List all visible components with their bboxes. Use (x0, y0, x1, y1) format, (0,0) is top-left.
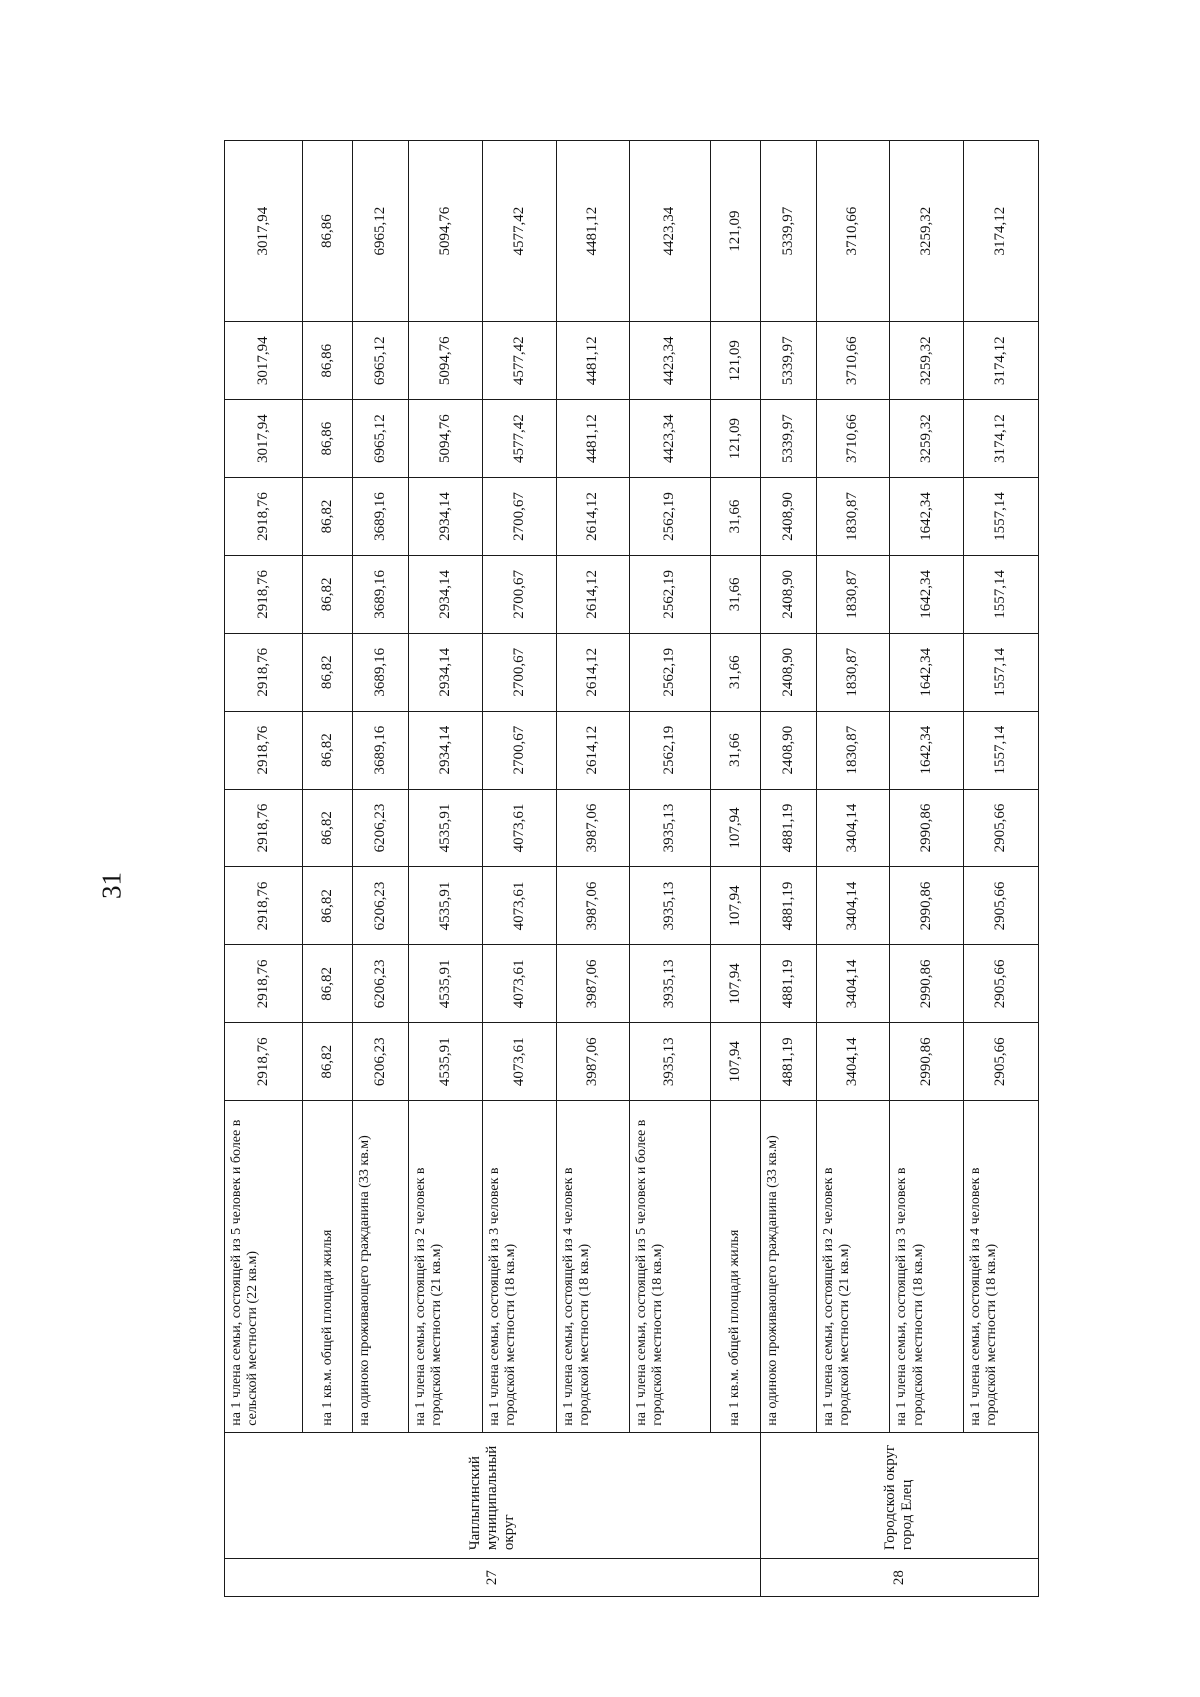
region-name: Чаплыгинский муниципальный округ (225, 1432, 761, 1558)
value-cell: 4577,42 (482, 141, 556, 322)
value-cell: 3174,12 (964, 400, 1039, 478)
value-cell: 3404,14 (816, 1023, 890, 1101)
value-cell: 2990,86 (890, 945, 964, 1023)
value-cell: 3689,16 (353, 555, 409, 633)
value-cell: 1642,34 (890, 711, 964, 789)
value-cell: 1557,14 (964, 711, 1039, 789)
value-cell: 86,82 (303, 945, 353, 1023)
value-cell: 107,94 (710, 867, 760, 945)
value-cell: 2934,14 (409, 711, 483, 789)
value-cell: 3987,06 (556, 945, 630, 1023)
value-cell: 6965,12 (353, 322, 409, 400)
table-row (630, 141, 710, 1597)
value-cell: 86,82 (303, 478, 353, 556)
value-cell: 1642,34 (890, 633, 964, 711)
value-cell: 3259,32 (890, 400, 964, 478)
value-cell: 5339,97 (760, 322, 816, 400)
row-label: на 1 члена семьи, состоящей из 3 человек в городской местности (18 кв.м) (482, 1101, 556, 1433)
value-cell: 2408,90 (760, 633, 816, 711)
value-cell: 4577,42 (482, 400, 556, 478)
value-cell: 4073,61 (482, 867, 556, 945)
value-cell: 6206,23 (353, 945, 409, 1023)
value-cell: 3710,66 (816, 322, 890, 400)
value-cell: 3710,66 (816, 400, 890, 478)
value-cell: 2905,66 (964, 789, 1039, 867)
value-cell: 4073,61 (482, 1023, 556, 1101)
value-cell: 2905,66 (964, 1023, 1039, 1101)
row-label: на одиноко проживающего гражданина (33 кв.м) (760, 1101, 816, 1433)
value-cell: 6206,23 (353, 867, 409, 945)
value-cell: 86,82 (303, 711, 353, 789)
value-cell: 5339,97 (760, 400, 816, 478)
value-cell: 86,82 (303, 1023, 353, 1101)
value-cell: 4535,91 (409, 789, 483, 867)
value-cell: 31,66 (710, 555, 760, 633)
value-cell: 4073,61 (482, 945, 556, 1023)
value-cell: 4481,12 (556, 400, 630, 478)
value-cell: 4535,91 (409, 945, 483, 1023)
value-cell: 2918,76 (225, 633, 303, 711)
value-cell: 2700,67 (482, 555, 556, 633)
tariff-table (224, 140, 1039, 1597)
table-row (760, 141, 816, 1597)
value-cell: 2408,90 (760, 478, 816, 556)
value-cell: 3174,12 (964, 322, 1039, 400)
value-cell: 3404,14 (816, 867, 890, 945)
value-cell: 4423,34 (630, 400, 710, 478)
table-body (225, 141, 1039, 1597)
value-cell: 3259,32 (890, 322, 964, 400)
value-cell: 2918,76 (225, 711, 303, 789)
table-row (353, 141, 409, 1597)
value-cell: 3017,94 (225, 400, 303, 478)
value-cell: 2918,76 (225, 555, 303, 633)
value-cell: 5094,76 (409, 141, 483, 322)
value-cell: 6965,12 (353, 400, 409, 478)
row-label: на 1 члена семьи, состоящей из 5 человек и более в городской местности (18 кв.м) (630, 1101, 710, 1433)
table-row (816, 141, 890, 1597)
page-number: 31 (96, 872, 127, 899)
value-cell: 3935,13 (630, 789, 710, 867)
value-cell: 6206,23 (353, 1023, 409, 1101)
row-group-number: 27 (225, 1559, 761, 1597)
value-cell: 2918,76 (225, 789, 303, 867)
value-cell: 2562,19 (630, 711, 710, 789)
value-cell: 3174,12 (964, 141, 1039, 322)
value-cell: 2990,86 (890, 789, 964, 867)
value-cell: 2614,12 (556, 555, 630, 633)
region-name: Городской округ город Елец (760, 1432, 1038, 1558)
value-cell: 2700,67 (482, 633, 556, 711)
value-cell: 2905,66 (964, 945, 1039, 1023)
value-cell: 4535,91 (409, 867, 483, 945)
row-group-number: 28 (760, 1559, 1038, 1597)
value-cell: 2918,76 (225, 867, 303, 945)
value-cell: 4423,34 (630, 141, 710, 322)
value-cell: 1642,34 (890, 555, 964, 633)
value-cell: 86,82 (303, 789, 353, 867)
value-cell: 4423,34 (630, 322, 710, 400)
value-cell: 5094,76 (409, 322, 483, 400)
value-cell: 4481,12 (556, 322, 630, 400)
table-row (409, 141, 483, 1597)
row-label: на 1 члена семьи, состоящей из 2 человек в городской местности (21 кв.м) (816, 1101, 890, 1433)
value-cell: 2934,14 (409, 555, 483, 633)
value-cell: 2562,19 (630, 633, 710, 711)
value-cell: 1557,14 (964, 478, 1039, 556)
value-cell: 2562,19 (630, 555, 710, 633)
value-cell: 3987,06 (556, 867, 630, 945)
value-cell: 4881,19 (760, 1023, 816, 1101)
value-cell: 2990,86 (890, 867, 964, 945)
value-cell: 4481,12 (556, 141, 630, 322)
value-cell: 107,94 (710, 1023, 760, 1101)
value-cell: 2408,90 (760, 555, 816, 633)
value-cell: 2614,12 (556, 711, 630, 789)
value-cell: 31,66 (710, 633, 760, 711)
value-cell: 4577,42 (482, 322, 556, 400)
value-cell: 107,94 (710, 789, 760, 867)
value-cell: 1557,14 (964, 555, 1039, 633)
value-cell: 3710,66 (816, 141, 890, 322)
table-row (482, 141, 556, 1597)
value-cell: 2905,66 (964, 867, 1039, 945)
rotated-table-wrapper (224, 140, 1039, 1597)
value-cell: 2614,12 (556, 633, 630, 711)
rotated-table-area (224, 140, 1200, 1586)
row-label: на одиноко проживающего гражданина (33 кв.м) (353, 1101, 409, 1433)
row-label: на 1 члена семьи, состоящей из 2 человек в городской местности (21 кв.м) (409, 1101, 483, 1433)
table-row (890, 141, 964, 1597)
value-cell: 107,94 (710, 945, 760, 1023)
value-cell: 2614,12 (556, 478, 630, 556)
value-cell: 4535,91 (409, 1023, 483, 1101)
value-cell: 2918,76 (225, 1023, 303, 1101)
value-cell: 3987,06 (556, 789, 630, 867)
value-cell: 121,09 (710, 141, 760, 322)
value-cell: 31,66 (710, 711, 760, 789)
row-label: на 1 члена семьи, состоящей из 4 человек в городской местности (18 кв.м) (964, 1101, 1039, 1433)
value-cell: 1642,34 (890, 478, 964, 556)
value-cell: 2990,86 (890, 1023, 964, 1101)
table-row (303, 141, 353, 1597)
value-cell: 1557,14 (964, 633, 1039, 711)
table-row (710, 141, 760, 1597)
row-label: на 1 члена семьи, состоящей из 4 человек в городской местности (18 кв.м) (556, 1101, 630, 1433)
value-cell: 4881,19 (760, 789, 816, 867)
value-cell: 1830,87 (816, 711, 890, 789)
value-cell: 3935,13 (630, 867, 710, 945)
value-cell: 3987,06 (556, 1023, 630, 1101)
value-cell: 1830,87 (816, 478, 890, 556)
value-cell: 86,82 (303, 633, 353, 711)
value-cell: 6965,12 (353, 141, 409, 322)
row-label: на 1 кв.м. общей площади жилья (303, 1101, 353, 1433)
value-cell: 86,86 (303, 400, 353, 478)
value-cell: 4881,19 (760, 867, 816, 945)
row-label: на 1 члена семьи, состоящей из 3 человек в городской местности (18 кв.м) (890, 1101, 964, 1433)
row-label: на 1 члена семьи, состоящей из 5 человек и более в сельской местности (22 кв.м) (225, 1101, 303, 1433)
value-cell: 3935,13 (630, 945, 710, 1023)
value-cell: 4073,61 (482, 789, 556, 867)
value-cell: 3017,94 (225, 322, 303, 400)
value-cell: 2700,67 (482, 711, 556, 789)
value-cell: 5094,76 (409, 400, 483, 478)
value-cell: 86,82 (303, 867, 353, 945)
value-cell: 3404,14 (816, 789, 890, 867)
value-cell: 2934,14 (409, 633, 483, 711)
row-label: на 1 кв.м. общей площади жилья (710, 1101, 760, 1433)
value-cell: 3404,14 (816, 945, 890, 1023)
value-cell: 2408,90 (760, 711, 816, 789)
value-cell: 86,86 (303, 141, 353, 322)
value-cell: 6206,23 (353, 789, 409, 867)
value-cell: 121,09 (710, 322, 760, 400)
value-cell: 1830,87 (816, 633, 890, 711)
table-row (225, 141, 303, 1597)
value-cell: 2700,67 (482, 478, 556, 556)
table-row (964, 141, 1039, 1597)
value-cell: 3689,16 (353, 478, 409, 556)
value-cell: 5339,97 (760, 141, 816, 322)
value-cell: 3689,16 (353, 711, 409, 789)
value-cell: 86,82 (303, 555, 353, 633)
value-cell: 121,09 (710, 400, 760, 478)
table-row (556, 141, 630, 1597)
value-cell: 3259,32 (890, 141, 964, 322)
value-cell: 3935,13 (630, 1023, 710, 1101)
value-cell: 3689,16 (353, 633, 409, 711)
value-cell: 2918,76 (225, 945, 303, 1023)
value-cell: 31,66 (710, 478, 760, 556)
value-cell: 1830,87 (816, 555, 890, 633)
value-cell: 3017,94 (225, 141, 303, 322)
value-cell: 2562,19 (630, 478, 710, 556)
value-cell: 2918,76 (225, 478, 303, 556)
value-cell: 86,86 (303, 322, 353, 400)
value-cell: 2934,14 (409, 478, 483, 556)
value-cell: 4881,19 (760, 945, 816, 1023)
